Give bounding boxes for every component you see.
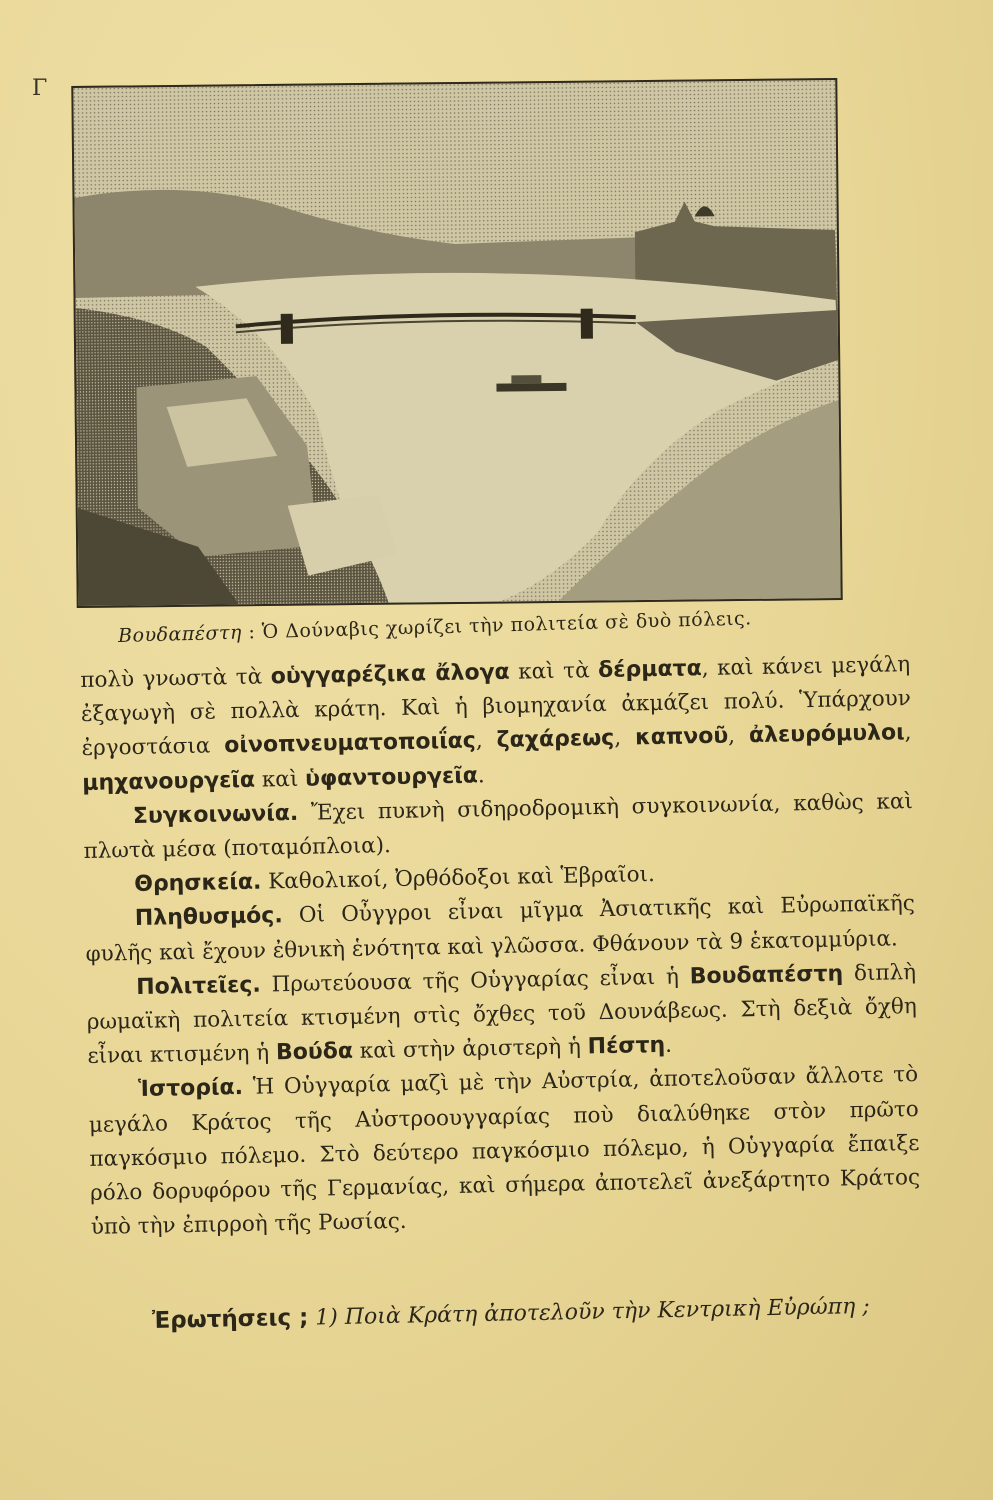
text-run: καὶ τὰ (509, 658, 599, 685)
paragraph-cities (86, 956, 918, 1075)
text-run: Καθολικοί, Ὀρθόδοξοι καὶ Ἑβραῖοι. (261, 862, 656, 895)
text-run: , (727, 723, 750, 749)
bold-term: οὑγγαρέζικα ἄλογα (270, 659, 510, 690)
budapest-photo (71, 78, 842, 608)
paragraph-exports (80, 648, 912, 801)
section-heading: Πολιτεῖες. (135, 972, 261, 1000)
photo-caption (118, 605, 838, 647)
bold-term: μηχανουργεῖα (82, 767, 256, 796)
text-run: , (475, 728, 497, 754)
caption-separator: : (241, 621, 263, 644)
bold-term: Βουδαπέστη (689, 961, 844, 990)
questions-line (152, 1292, 912, 1334)
section-heading: Πληθυσμός. (134, 903, 283, 932)
text-run: , (904, 720, 912, 746)
questions-heading: Ἐρωτήσεις ; (151, 1304, 309, 1334)
section-heading: Ἱστορία. (137, 1075, 244, 1103)
text-run: Ἔχει πυκνὴ σιδηροδρομικὴ συγκοινωνία, καθὼς καὶ πλωτὰ μέσα (ποταμόπλοια). (83, 788, 914, 864)
bold-term: Βούδα (275, 1039, 354, 1066)
bold-term: Πέστη (587, 1033, 666, 1060)
bold-term: καπνοῦ (634, 723, 729, 751)
text-run: καὶ στὴν ἀριστερὴ ἡ (352, 1034, 588, 1065)
bold-term: δέρματα (597, 656, 702, 684)
corner-mark: Γ (32, 76, 48, 101)
caption-text: Ὁ Δούναβις χωρίζει τὴν πολιτεία σὲ δυὸ πόλεις. (261, 607, 752, 644)
text-run: Πρωτεύουσα τῆς Οὑγγαρίας εἶναι ἡ (260, 964, 691, 998)
text-run: . (664, 1032, 673, 1059)
text-run: πολὺ γνωστὰ τὰ (80, 664, 271, 693)
text-run: Ἡ Οὑγγαρία μαζὶ μὲ τὴν Αὐστρία, ἀποτελοῦσαν ἄλλοτε τὸ μεγάλο Κράτος τῆς Αὐστροουγγαρίας ποὺ διαλύθηκε στὸν πρῶτο παγκόσμιο πόλεμο. Στὸ δεύτερο παγκόσμιο πόλεμο, ἡ Οὑγγαρία ἔπαιξε ρόλο δορυφόρου τῆς Γερμανίας, καὶ σήμερα ἀποτελεῖ ἀνεξάρτητο Κράτος ὑπὸ τὴν ἐπιρροὴ τῆς Ρωσίας. (88, 1062, 921, 1241)
text-run: καὶ (254, 766, 306, 793)
bold-term: ζαχάρεως (496, 726, 615, 754)
section-heading: Συγκοινωνία. (132, 800, 299, 829)
caption-place: Βουδαπέστη (117, 621, 243, 648)
text-run: , (613, 725, 636, 752)
bold-term: ἀλευρόμυλοι (748, 720, 905, 749)
text-run: διπλὴ ρωμαϊκὴ πολιτεία κτισμένη στὶς ὄχθες τοῦ Δουνάβεως. Στὴ δεξιὰ ὄχθη εἶναι κτισμένη ἡ (86, 959, 917, 1070)
budapest-engraving (73, 80, 840, 606)
bold-term: ὑφαντουργεῖα (304, 762, 479, 792)
section-heading: Θρησκεία. (134, 869, 262, 898)
paragraph-history (88, 1058, 921, 1245)
body-text (80, 648, 921, 1245)
text-run: Οἱ Οὖγγροι εἶναι μῖγμα Ἀσιατικῆς καὶ Εὐρωπαϊκῆς φυλῆς καὶ ἔχουν ἐθνικὴ ἑνότητα καὶ γλῶσσα. Φθάνουν τὰ 9 ἑκατομμύρια. (85, 891, 916, 967)
question-text: 1) Ποιὰ Κράτη ἀποτελοῦν τὴν Κεντρικὴ Εὐρώπη ; (308, 1293, 870, 1331)
text-run: , καὶ κάνει μεγάλη ἐξαγωγὴ σὲ πολλὰ κράτη. Καὶ ἡ βιομηχανία ἀκμάζει πολύ. Ὑπάρχουν ἐργοστάσια (80, 652, 912, 762)
text-run: . (477, 762, 485, 788)
bold-term: οἰνοπνευματοποιΐας (224, 728, 477, 759)
